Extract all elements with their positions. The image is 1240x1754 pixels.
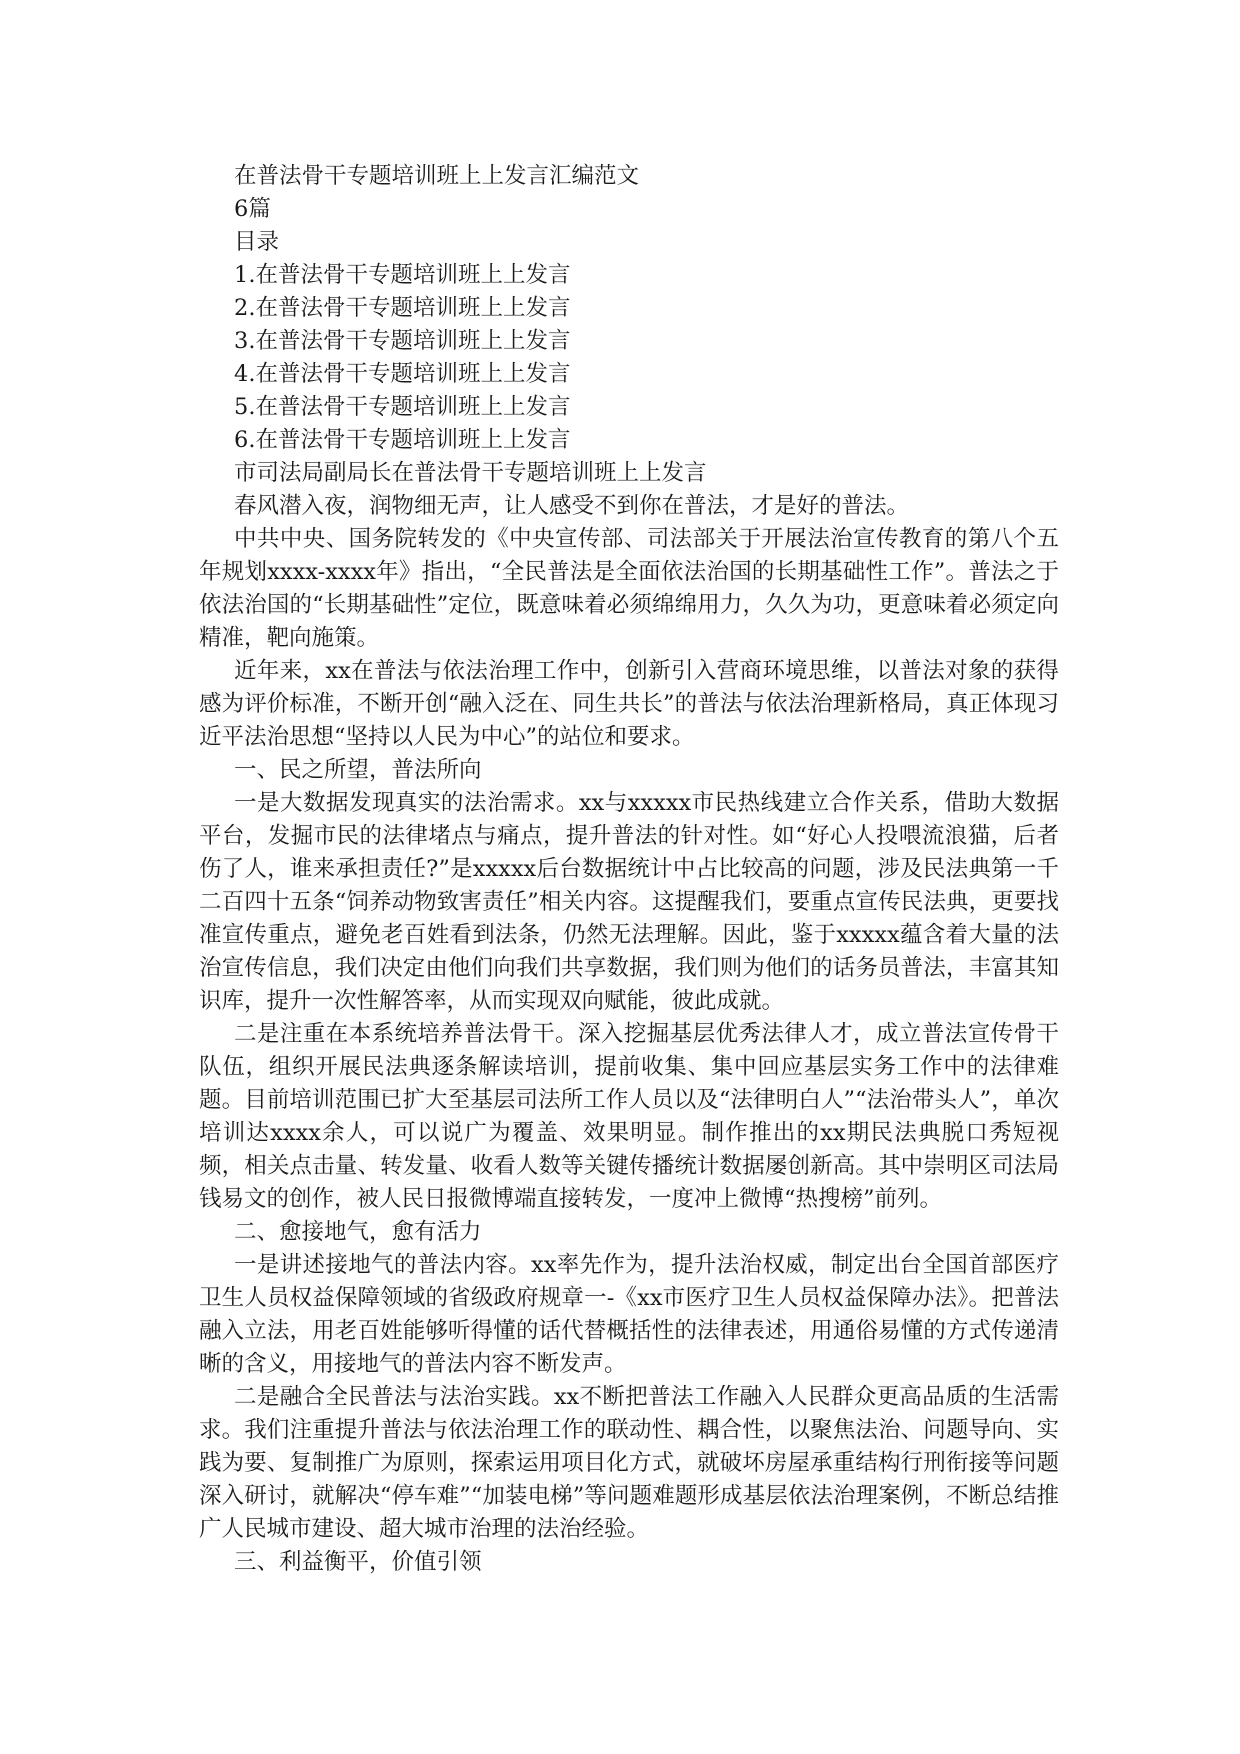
toc-item: 6.在普法骨干专题培训班上上发言 [234,427,571,453]
document-title: 在普法骨干专题培训班上上发言汇编范文 [234,163,640,189]
section-heading: 三、利益衡平，价值引领 [234,1549,482,1575]
paragraph: 近年来，xx在普法与依法治理工作中，创新引入营商环境思维，以普法对象的获得感为评价标准，不断开创“融入泛在、同生共长”的普法与依法治理新格局，真正体现习近平法治思想“坚持以人民为中心”的站位和要求。 [199,658,1059,750]
document-body [199,160,1059,1579]
toc-item: 3.在普法骨干专题培训班上上发言 [234,328,571,354]
toc-item: 5.在普法骨干专题培训班上上发言 [234,394,571,420]
paragraph: 中共中央、国务院转发的《中央宣传部、司法部关于开展法治宣传教育的第八个五年规划xxxx-xxxx年》指出，“全民普法是全面依法治国的长期基础性工作”。普法之于依法治国的“长期基础性”定位，既意味着必须绵绵用力，久久为功，更意味着必须定向精准，靶向施策。 [199,526,1059,651]
paragraph: 一是大数据发现真实的法治需求。xx与xxxxx市民热线建立合作关系，借助大数据平台，发掘市民的法律堵点与痛点，提升普法的针对性。如“好心人投喂流浪猫，后者伤了人，谁来承担责任?”是xxxxx后台数据统计中占比较高的问题，涉及民法典第一千二百四十五条“饲养动物致害责任”相关内容。这提醒我们，要重点宣传民法典，更要找准宣传重点，避免老百姓看到法条，仍然无法理解。因此，鉴于xxxxx蕴含着大量的法治宣传信息，我们决定由他们向我们共享数据，我们则为他们的话务员普法，丰富其知识库，提升一次性解答率，从而实现双向赋能，彼此成就。 [199,790,1059,1014]
paragraph: 一是讲述接地气的普法内容。xx率先作为，提升法治权威，制定出台全国首部医疗卫生人员权益保障领域的省级政府规章一-《xx市医疗卫生人员权益保障办法》。把普法融入立法，用老百姓能够听得懂的话代替概括性的法律表述，用通俗易懂的方式传递清晰的含义，用接地气的普法内容不断发声。 [199,1252,1059,1377]
paragraph: 春风潜入夜，润物细无声，让人感受不到你在普法，才是好的普法。 [234,493,910,519]
section-heading: 一、民之所望，普法所向 [234,757,482,783]
section-heading: 二、愈接地气，愈有活力 [234,1219,482,1245]
toc-heading: 目录 [234,229,280,255]
paragraph: 二是注重在本系统培养普法骨干。深入挖掘基层优秀法律人才，成立普法宣传骨干队伍，组织开展民法典逐条解读培训，提前收集、集中回应基层实务工作中的法律难题。目前培训范围已扩大至基层司法所工作人员以及“法律明白人”“法治带头人”，单次培训达xxxx余人，可以说广为覆盖、效果明显。制作推出的xx期民法典脱口秀短视频，相关点击量、转发量、收看人数等关键传播统计数据屡创新高。其中崇明区司法局钱易文的创作，被人民日报微博端直接转发，一度冲上微博“热搜榜”前列。 [199,1021,1059,1212]
toc-item: 2.在普法骨干专题培训班上上发言 [234,295,571,321]
toc-item: 4.在普法骨干专题培训班上上发言 [234,361,571,387]
toc-item: 1.在普法骨干专题培训班上上发言 [234,262,571,288]
speech-title: 市司法局副局长在普法骨干专题培训班上上发言 [234,460,707,486]
document-title-continuation: 6篇 [234,196,271,222]
paragraph: 二是融合全民普法与法治实践。xx不断把普法工作融入人民群众更高品质的生活需求。我们注重提升普法与依法治理工作的联动性、耦合性，以聚焦法治、问题导向、实践为要、复制推广为原则，探索运用项目化方式，就破坏房屋承重结构行刑衔接等问题深入研讨，就解决“停车难”“加装电梯”等问题难题形成基层依法治理案例，不断总结推广人民城市建设、超大城市治理的法治经验。 [199,1384,1059,1542]
